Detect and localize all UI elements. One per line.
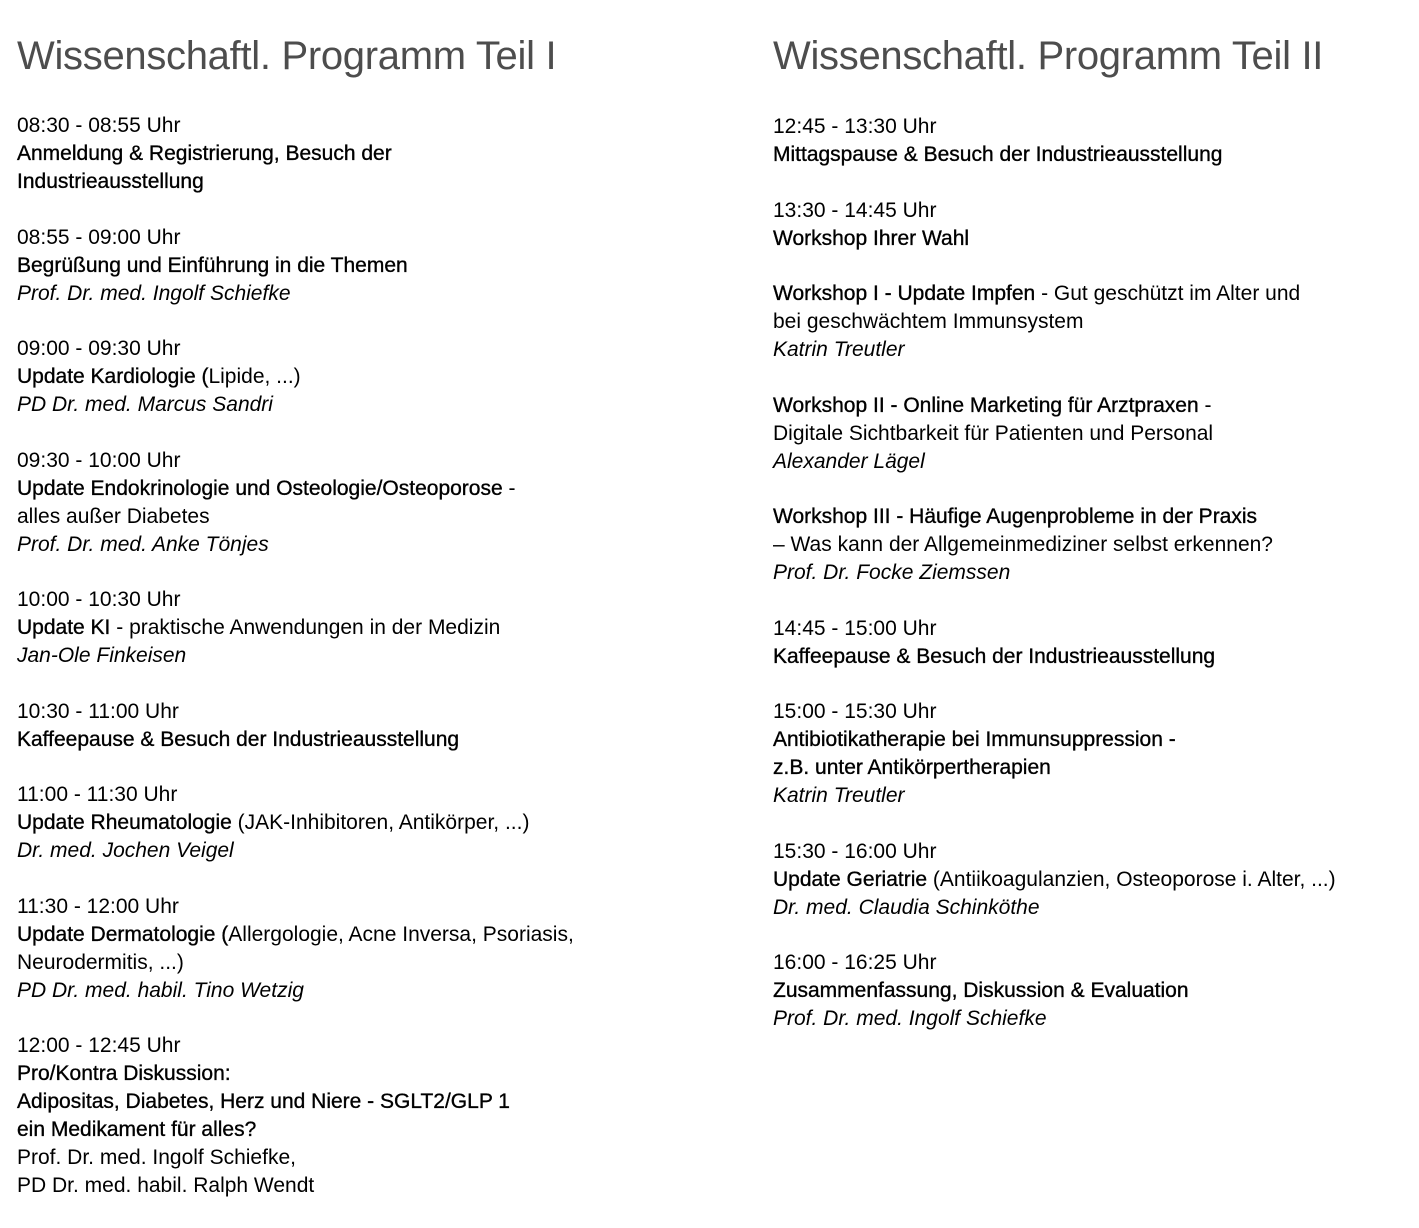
session-title: Zusammenfassung, Diskussion & Evaluation [773, 979, 1189, 1002]
session-title-line: Adipositas, Diabetes, Herz und Niere - SGLT2/GLP 1 [17, 1090, 510, 1113]
session-title-row [17, 726, 737, 754]
session-title-row [773, 280, 1413, 308]
session-title-row [17, 475, 737, 503]
speaker-name: PD Dr. med. Marcus Sandri [17, 393, 273, 416]
session-title-line: Antibiotikatherapie bei Immunsuppression - [773, 728, 1176, 751]
program-entry [17, 224, 737, 308]
time-slot: 13:30 - 14:45 Uhr [773, 198, 937, 222]
session-title-row [17, 921, 737, 949]
speaker-name: Jan-Ole Finkeisen [17, 644, 187, 667]
session-detail: - Gut geschützt im Alter und [1035, 282, 1301, 305]
session-detail-continued: Digitale Sichtbarkeit für Patienten und Personal [773, 421, 1214, 445]
session-title-line: Industrieausstellung [17, 170, 204, 193]
session-detail: Allergologie, Acne Inversa, Psoriasis, [228, 922, 574, 946]
time-slot: 08:55 - 09:00 Uhr [17, 225, 181, 249]
speaker-name: Dr. med. Jochen Veigel [17, 839, 234, 862]
time-slot: 10:00 - 10:30 Uhr [17, 588, 181, 611]
session-detail-continued: bei geschwächtem Immunsystem [773, 310, 1084, 333]
speaker-plain: PD Dr. med. habil. Ralph Wendt [17, 1174, 315, 1197]
speaker-name: Prof. Dr. med. Anke Tönjes [17, 532, 269, 556]
session-title-line: ein Medikament für alles? [17, 1118, 257, 1141]
session-title-line: z.B. unter Antikörpertherapien [773, 756, 1051, 779]
session-detail-continued: – Was kann der Allgemeinmediziner selbst erkennen? [773, 533, 1273, 556]
session-detail-continued: Neurodermitis, ...) [17, 950, 184, 974]
session-detail: (JAK-Inhibitoren, Antikörper, ...) [231, 811, 530, 834]
session-title-row [773, 141, 1413, 169]
session-title-row [17, 363, 737, 391]
program-entry [773, 197, 1413, 253]
program-entry [773, 280, 1413, 364]
time-slot: 09:00 - 09:30 Uhr [17, 337, 181, 360]
speaker-plain: Prof. Dr. med. Ingolf Schiefke, [17, 1146, 296, 1169]
session-detail: - praktische Anwendungen in der Medizin [110, 616, 501, 639]
program-entry [17, 698, 737, 754]
session-title-row [17, 252, 737, 280]
part-2-entries [773, 113, 1413, 1033]
time-slot: 12:00 - 12:45 Uhr [17, 1034, 181, 1057]
time-slot: 12:45 - 13:30 Uhr [773, 115, 937, 138]
session-detail: (Antiikoagulanzien, Osteoporose i. Alter, ...) [927, 867, 1336, 891]
session-title-line: Pro/Kontra Diskussion: [17, 1062, 231, 1085]
session-title: Update Dermatologie ( [17, 922, 229, 946]
session-title: Begrüßung und Einführung in die Themen [17, 253, 408, 277]
session-title-row [17, 614, 737, 642]
program-part-1 [17, 30, 737, 1228]
program-entry [17, 335, 737, 419]
session-title: Mittagspause & Besuch der Industrieausstellung [773, 143, 1223, 166]
part-1-entries [17, 112, 737, 1200]
session-title: Workshop I - Update Impfen [773, 282, 1036, 305]
session-detail: - [1198, 393, 1212, 417]
program-part-2 [773, 30, 1413, 1061]
session-title: Workshop III - Häufige Augenprobleme in der Praxis [773, 505, 1258, 528]
program-entry [773, 503, 1413, 587]
speaker-name: Prof. Dr. med. Ingolf Schiefke [17, 281, 291, 305]
session-title-row [773, 225, 1413, 253]
session-title: Update Rheumatologie [17, 811, 232, 834]
speaker-name: PD Dr. med. habil. Tino Wetzig [17, 978, 304, 1002]
time-slot: 09:30 - 10:00 Uhr [17, 448, 181, 472]
program-entry [17, 586, 737, 670]
speaker-name: Dr. med. Claudia Schinköthe [773, 895, 1040, 919]
time-slot: 10:30 - 11:00 Uhr [17, 699, 179, 723]
session-title-row [17, 809, 737, 837]
program-entry [773, 392, 1413, 476]
program-entry [773, 698, 1413, 810]
session-title: Update Kardiologie ( [17, 365, 209, 388]
program-entry [773, 615, 1413, 671]
program-entry [17, 781, 737, 865]
session-title: Update KI [17, 616, 111, 639]
session-title-row [773, 866, 1413, 894]
session-title: Update Geriatrie [773, 867, 928, 891]
session-title-row [773, 392, 1413, 420]
program-entry [17, 447, 737, 559]
part-1-title: Wissenschaftl. Programm Teil I [17, 34, 557, 78]
session-detail-continued: alles außer Diabetes [17, 504, 210, 528]
time-slot: 15:30 - 16:00 Uhr [773, 839, 937, 863]
speaker-name: Alexander Lägel [773, 449, 925, 473]
session-title: Kaffeepause & Besuch der Industrieausstellung [17, 727, 460, 751]
session-title-row [773, 643, 1413, 671]
speaker-name: Katrin Treutler [773, 338, 905, 361]
session-title-row [773, 503, 1413, 531]
program-entry [17, 1032, 737, 1200]
speaker-name: Katrin Treutler [773, 784, 905, 807]
session-title: Kaffeepause & Besuch der Industrieausstellung [773, 644, 1216, 668]
time-slot: 08:30 - 08:55 Uhr [17, 114, 181, 137]
program-entry [773, 949, 1413, 1033]
program-entry [773, 113, 1413, 169]
time-slot: 16:00 - 16:25 Uhr [773, 951, 937, 974]
session-title: Workshop II - Online Marketing für Arztpraxen [773, 393, 1199, 417]
part-2-title: Wissenschaftl. Programm Teil II [773, 34, 1324, 78]
program-entry [17, 112, 737, 196]
program-entry [17, 893, 737, 1005]
session-title: Update Endokrinologie und Osteologie/Osteoporose [17, 476, 503, 500]
session-title-line: Anmeldung & Registrierung, Besuch der [17, 142, 392, 165]
session-title: Workshop Ihrer Wahl [773, 226, 970, 250]
session-detail: - [502, 476, 516, 500]
program-entry [773, 838, 1413, 922]
speaker-name: Prof. Dr. med. Ingolf Schiefke [773, 1007, 1047, 1030]
session-title-row [773, 977, 1413, 1005]
speaker-name: Prof. Dr. Focke Ziemssen [773, 561, 1011, 584]
time-slot: 14:45 - 15:00 Uhr [773, 616, 937, 640]
time-slot: 15:00 - 15:30 Uhr [773, 700, 937, 723]
session-detail: Lipide, ...) [208, 365, 301, 388]
time-slot: 11:30 - 12:00 Uhr [17, 894, 179, 918]
time-slot: 11:00 - 11:30 Uhr [17, 783, 178, 806]
